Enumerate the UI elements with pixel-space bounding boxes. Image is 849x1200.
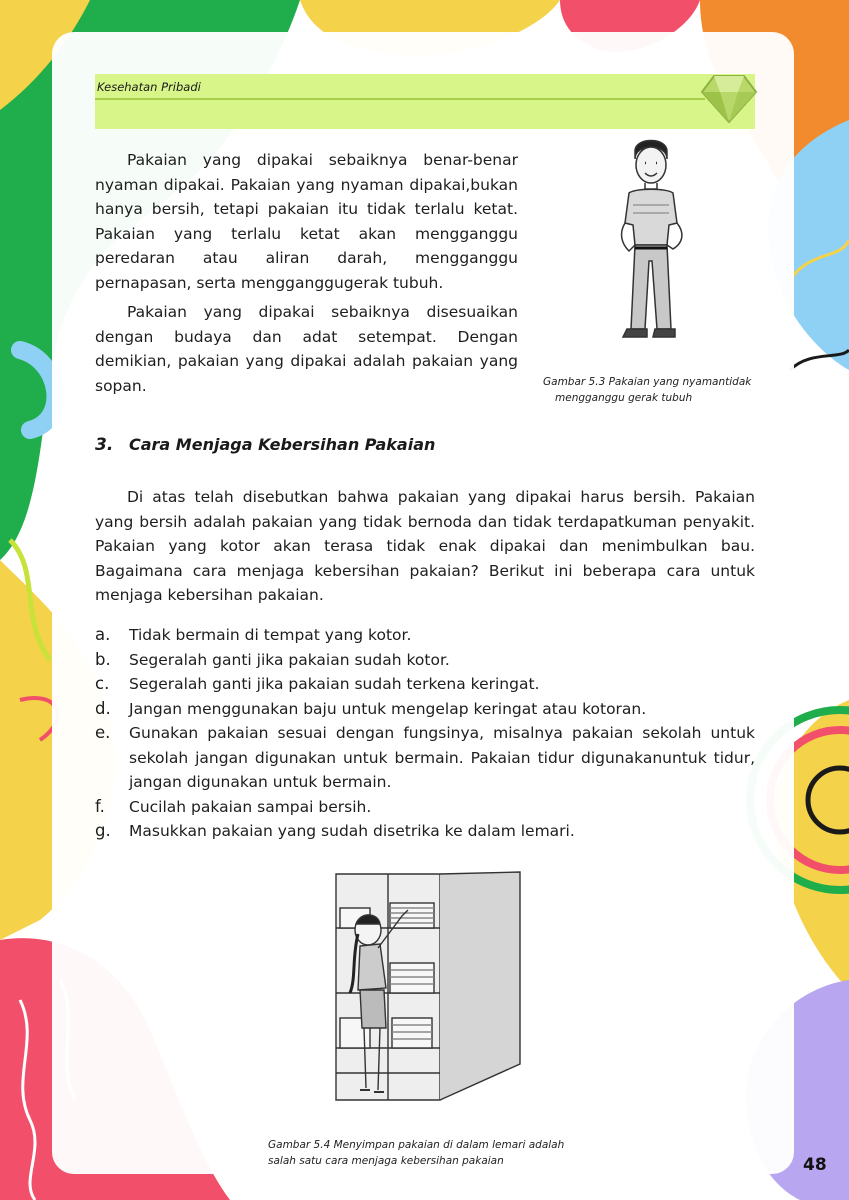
list-text: Gunakan pakaian sesuai dengan fungsinya, misalnya pakaian sekolah untuk sekolah jangan digunakan untuk bermain. Pakaian tidur digunakanuntuk tidur, jangan digunakan untuk bermain. [129, 724, 755, 791]
list-marker: f. [95, 796, 105, 816]
gem-ornament-icon [700, 72, 758, 124]
list-item [95, 721, 755, 795]
figure-5-3-caption [543, 374, 773, 406]
list-item [95, 697, 755, 722]
boy-illustration [605, 133, 697, 353]
list-marker: g. [95, 821, 111, 840]
paragraph-polite-clothing: Pakaian yang dipakai sebaiknya disesuaikan dengan budaya dan adat setempat. Dengan demikian, pakaian yang dipakai adalah pakaian yang sopan. [95, 303, 518, 395]
paragraph-comfortable-clothing: Pakaian yang dipakai sebaiknya benar-benar nyaman dipakai. Pakaian yang nyaman dipakai,bukan hanya bersih, tetapi pakaian itu tidak terlalu ketat. Pakaian yang terlalu ketat akan mengganggu peredaran atau aliran darah, mengganggu pernapasan, serta mengganggugerak tubuh. [95, 151, 518, 292]
list-item [95, 623, 755, 648]
list-text: Jangan menggunakan baju untuk mengelap keringat atau kotoran. [129, 699, 647, 718]
list-text: Cucilah pakaian sampai bersih. [129, 797, 372, 816]
girl-wardrobe-illustration [330, 868, 525, 1113]
chapter-header-title: Kesehatan Pribadi [97, 80, 201, 94]
list-text: Segeralah ganti jika pakaian sudah terkena keringat. [129, 675, 540, 693]
list-item [95, 819, 755, 844]
caption-line: mengganggu gerak tubuh [555, 392, 693, 404]
list-item [95, 795, 755, 820]
list-marker: c. [95, 674, 110, 693]
header-rule [95, 98, 705, 100]
clothing-care-list [95, 623, 755, 844]
caption-line: salah satu cara menjaga kebersihan pakaian [268, 1155, 504, 1167]
section-title: Cara Menjaga Kebersihan Pakaian [129, 435, 436, 454]
paragraph-clean-clothing: Di atas telah disebutkan bahwa pakaian yang dipakai harus bersih. Pakaian yang bersih adalah pakaian yang tidak bernoda dan tidak terdapatkuman penyakit. Pakaian yang kotor akan terasa tidak enak dipakai dan menimbulkan bau. Bagaimana cara menjaga kebersihan pakaian? Berikut ini beberapa cara untuk menjaga kebersihan pakaian. [95, 488, 755, 604]
section-number: 3. [95, 435, 114, 455]
list-marker: b. [95, 649, 111, 669]
list-text: Masukkan pakaian yang sudah disetrika ke dalam lemari. [129, 822, 575, 840]
section-heading [95, 435, 435, 455]
caption-line: Gambar 5.4 Menyimpan pakaian di dalam lemari adalah [268, 1139, 565, 1151]
list-text: Segeralah ganti jika pakaian sudah kotor. [129, 650, 450, 669]
list-marker: d. [95, 698, 111, 718]
list-item [95, 672, 755, 697]
list-marker: a. [95, 625, 111, 644]
caption-line: Gambar 5.3 Pakaian yang nyamantidak [543, 376, 752, 388]
list-text: Tidak bermain di tempat yang kotor. [129, 626, 412, 644]
page-number: 48 [803, 1155, 827, 1175]
list-item [95, 648, 755, 673]
list-marker: e. [95, 723, 111, 742]
figure-5-4-caption [268, 1137, 598, 1169]
